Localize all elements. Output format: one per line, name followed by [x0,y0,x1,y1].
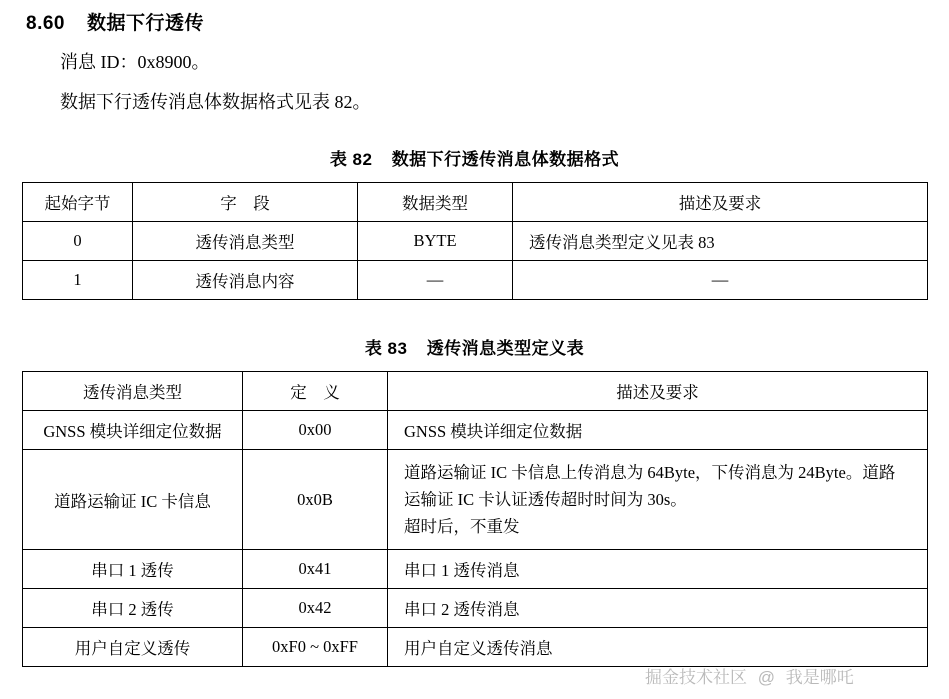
table83-header-cell: 描述及要求 [388,371,928,410]
section-number: 8.60 [26,13,65,34]
table83-cell-value: 0x42 [243,589,388,628]
table83-cell-description [388,449,928,550]
table82-caption [22,145,927,170]
table-row [23,449,928,550]
table82-cell-description: — [513,260,928,299]
watermark-site: 掘金技术社区 [645,668,747,687]
table82-caption-number: 表 82 [329,149,373,169]
table83-cell-type: 用户自定义透传 [23,628,243,667]
table83-cell-value: 0xF0 ~ 0xFF [243,628,388,667]
table83 [22,371,928,668]
watermark-at: @ [757,668,775,687]
table83-cell-type: 串口 2 透传 [23,589,243,628]
table83-cell-type: 道路运输证 IC 卡信息 [23,449,243,550]
table82-cell-field: 透传消息内容 [133,260,358,299]
table82-cell-field: 透传消息类型 [133,221,358,260]
table82-header-cell: 数据类型 [358,182,513,221]
table83-cell-value: 0x0B [243,449,388,550]
table83-cell-description: 串口 1 透传消息 [388,550,928,589]
table83-caption-title: 透传消息类型定义表 [426,338,585,358]
table83-cell-description: 用户自定义透传消息 [388,628,928,667]
table-row [23,589,928,628]
table83-cell-type: GNSS 模块详细定位数据 [23,410,243,449]
table82-cell-start-byte: 0 [23,221,133,260]
table83-desc-line: 运输证 IC 卡认证透传超时时间为 30s。 [404,490,687,509]
table82-caption-title: 数据下行透传消息体数据格式 [391,149,620,169]
table-row [23,550,928,589]
table83-desc-line: 道路运输证 IC 卡信息上传消息为 64Byte，下传消息为 24Byte。道路 [404,462,896,482]
table82-header-cell: 描述及要求 [513,182,928,221]
table82-header-cell: 起始字节 [23,182,133,221]
table83-caption-number: 表 83 [364,338,408,358]
table-row [23,260,928,299]
table83-cell-value: 0x00 [243,410,388,449]
table82-header-cell: 字 段 [133,182,358,221]
paragraph-format-reference: 数据下行透传消息体数据格式见表 82。 [60,91,371,112]
table82 [22,182,928,300]
watermark-user: 我是哪吒 [785,668,854,687]
table82-cell-start-byte: 1 [23,260,133,299]
table83-cell-description: GNSS 模块详细定位数据 [388,410,928,449]
table83-cell-description: 串口 2 透传消息 [388,589,928,628]
table83-desc-line: 超时后，不重发 [404,517,520,537]
table83-cell-type: 串口 1 透传 [23,550,243,589]
paragraph-message-id: 消息 ID：0x8900。 [60,52,210,72]
document-page [0,8,949,699]
table-row [23,628,928,667]
section-heading [22,8,927,35]
section-title: 数据下行透传 [86,13,204,34]
table83-cell-value: 0x41 [243,550,388,589]
table82-header-row [23,182,928,221]
table-row [23,410,928,449]
table83-header-row [23,371,928,410]
table83-header-cell: 透传消息类型 [23,371,243,410]
table83-header-cell: 定 义 [243,371,388,410]
table82-cell-description: 透传消息类型定义见表 83 [513,221,928,260]
table82-cell-datatype: — [358,260,513,299]
table82-cell-datatype: BYTE [358,221,513,260]
table83-caption [22,334,927,359]
table-row [23,221,928,260]
